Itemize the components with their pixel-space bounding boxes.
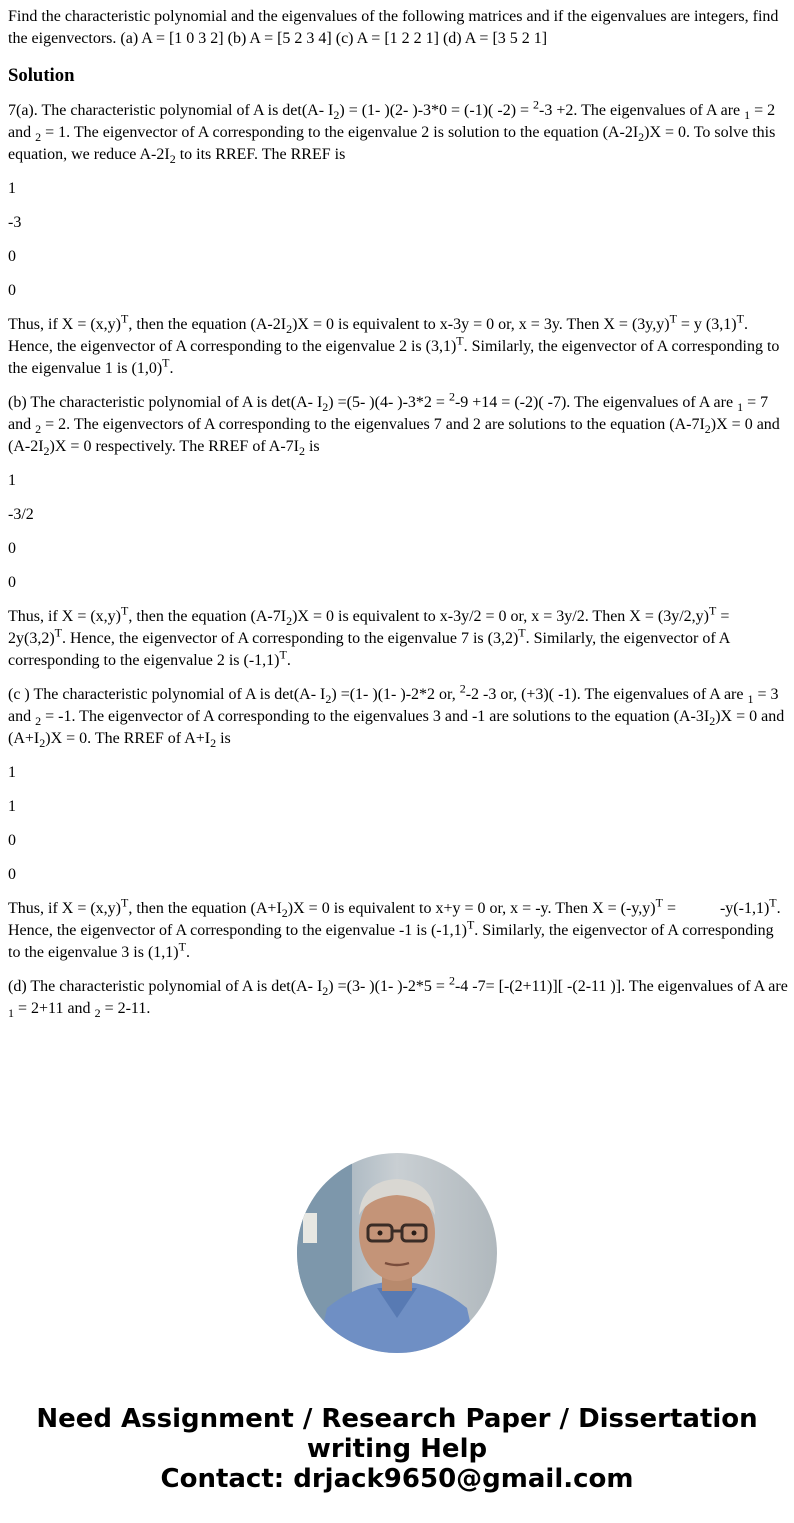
matrix-entry: 0 bbox=[8, 832, 16, 849]
rref-matrix-a bbox=[8, 178, 788, 302]
question-text: Find the characteristic polynomial and the eigenvalues of the following matrices and if the eigenvalues are integers, find the eigenvectors. (a) A = [1 0 3 2] (b) A = [5 2 3 4] (c) A = [1 2 2 1] (d) A = [3 5 2 1] bbox=[8, 8, 779, 47]
part-d-paragraph-1: (d) The characteristic polynomial of A is det(A- $I_2) =(3-$ )(1- )-2*5 = $^2$-4 -7= [-(2+11)][ -(2-11 )]. The eigenvalues of A are $_1$ = 2+11 and $_2$ = 2-11. bbox=[8, 973, 788, 1021]
rref-matrix-c bbox=[8, 762, 788, 886]
solution-heading: Solution bbox=[8, 65, 75, 86]
matrix-entry: 0 bbox=[8, 574, 16, 591]
promo-contact: Contact: drjack9650@gmail.com bbox=[160, 1464, 634, 1494]
matrix-entry: -3/2 bbox=[8, 506, 34, 523]
matrix-entry: 1 bbox=[8, 180, 16, 197]
matrix-entry: 0 bbox=[8, 540, 16, 557]
matrix-entry: 0 bbox=[8, 248, 16, 265]
matrix-entry: -3 bbox=[8, 214, 22, 231]
promo-line-1: Need Assignment / Research Paper / Dissertation bbox=[36, 1404, 758, 1434]
rref-matrix-b bbox=[8, 470, 788, 594]
author-photo bbox=[297, 1153, 497, 1353]
part-c-paragraph-1: (c ) The characteristic polynomial of A is det(A- $I_2) =(1-$ )(1- )-2*2 or, $^2$-2 -3 or, (+3)( -1). The eigenvalues of A are $_1$ = 3 and $_2$ = -1. The eigenvector of A corresponding to the eigenvalues 3 and -1 are solutions to the equation $(A-3I_2)X = 0$ and $(A+I_2)X = 0$. The RREF of $A+I_2$ is bbox=[8, 681, 785, 751]
matrix-entry: 1 bbox=[8, 798, 16, 815]
portrait-image bbox=[297, 1153, 497, 1353]
promo-line-2: writing Help bbox=[306, 1434, 488, 1464]
part-b-paragraph-1: (b) The characteristic polynomial of A is det(A- $I_2) =(5-$ )(4- )-3*2 = $^2$-9 +14 = (-2)( -7). The eigenvalues of A are $_1$ = 7 and $_2$ = 2. The eigenvectors of A corresponding to the eigenvalues 7 and 2 are solutions to the equation $(A-7I_2)X = 0$ and $(A-2I_2)X = 0$ respectively. The RREF of $A-7I_2$ is bbox=[8, 389, 780, 459]
matrix-entry: 1 bbox=[8, 472, 16, 489]
matrix-entry: 0 bbox=[8, 866, 16, 883]
promo-banner bbox=[0, 1404, 794, 1494]
part-c-paragraph-2: Thus, if $X = (x,y)^T$, then the equation $(A+I_2)X = 0$ is equivalent to x+y = 0 or, x = -y. Then $X = (-y,y)^T$ = $-y(-1,1)^T$. Hence, the eigenvector of A corresponding to the eigenvalue -1 is $(-1,1)^T$. Similarly, the eigenvector of A corresponding to the eigenvalue 3 is $(1,1)^T$. bbox=[8, 895, 781, 961]
part-b-paragraph-2: Thus, if $X = (x,y)^T$, then the equation $(A-7I_2)X = 0$ is equivalent to x-3y/2 = 0 or, x = 3y/2. Then $X = (3y/2,y)^T = 2y(3,2)^T$. Hence, the eigenvector of A corresponding to the eigenvalue 7 is $(3,2)^T$. Similarly, the eigenvector of A corresponding to the eigenvalue 2 is $(-1,1)^T$. bbox=[8, 603, 730, 669]
part-a-paragraph-2: Thus, if $X = (x,y)^T$, then the equation $(A-2I_2)X = 0$ is equivalent to x-3y = 0 or, x = 3y. Then $X = (3y,y)^T = y$ $(3,1)^T$. Hence, the eigenvector of A corresponding to the eigenvalue 2 is $(3,1)^T$. Similarly, the eigenvector of A corresponding to the eigenvalue 1 is $(1,0)^T$. bbox=[8, 311, 780, 377]
matrix-entry: 1 bbox=[8, 764, 16, 781]
solution-document bbox=[8, 6, 788, 1032]
matrix-entry: 0 bbox=[8, 282, 16, 299]
part-a-paragraph-1: 7(a). The characteristic polynomial of A is det(A- $I_2) = (1-$ )(2- )-3*0 = (-1)( -2) = $^2$-3 +2. The eigenvalues of A are $_1$ = 2 and $_2$ = 1. The eigenvector of A corresponding to the eigenvalue 2 is solution to the equation $(A-2I_2)X = 0$. To solve this equation, we reduce $A-2I_2$ to its RREF. The RREF is bbox=[8, 97, 776, 167]
